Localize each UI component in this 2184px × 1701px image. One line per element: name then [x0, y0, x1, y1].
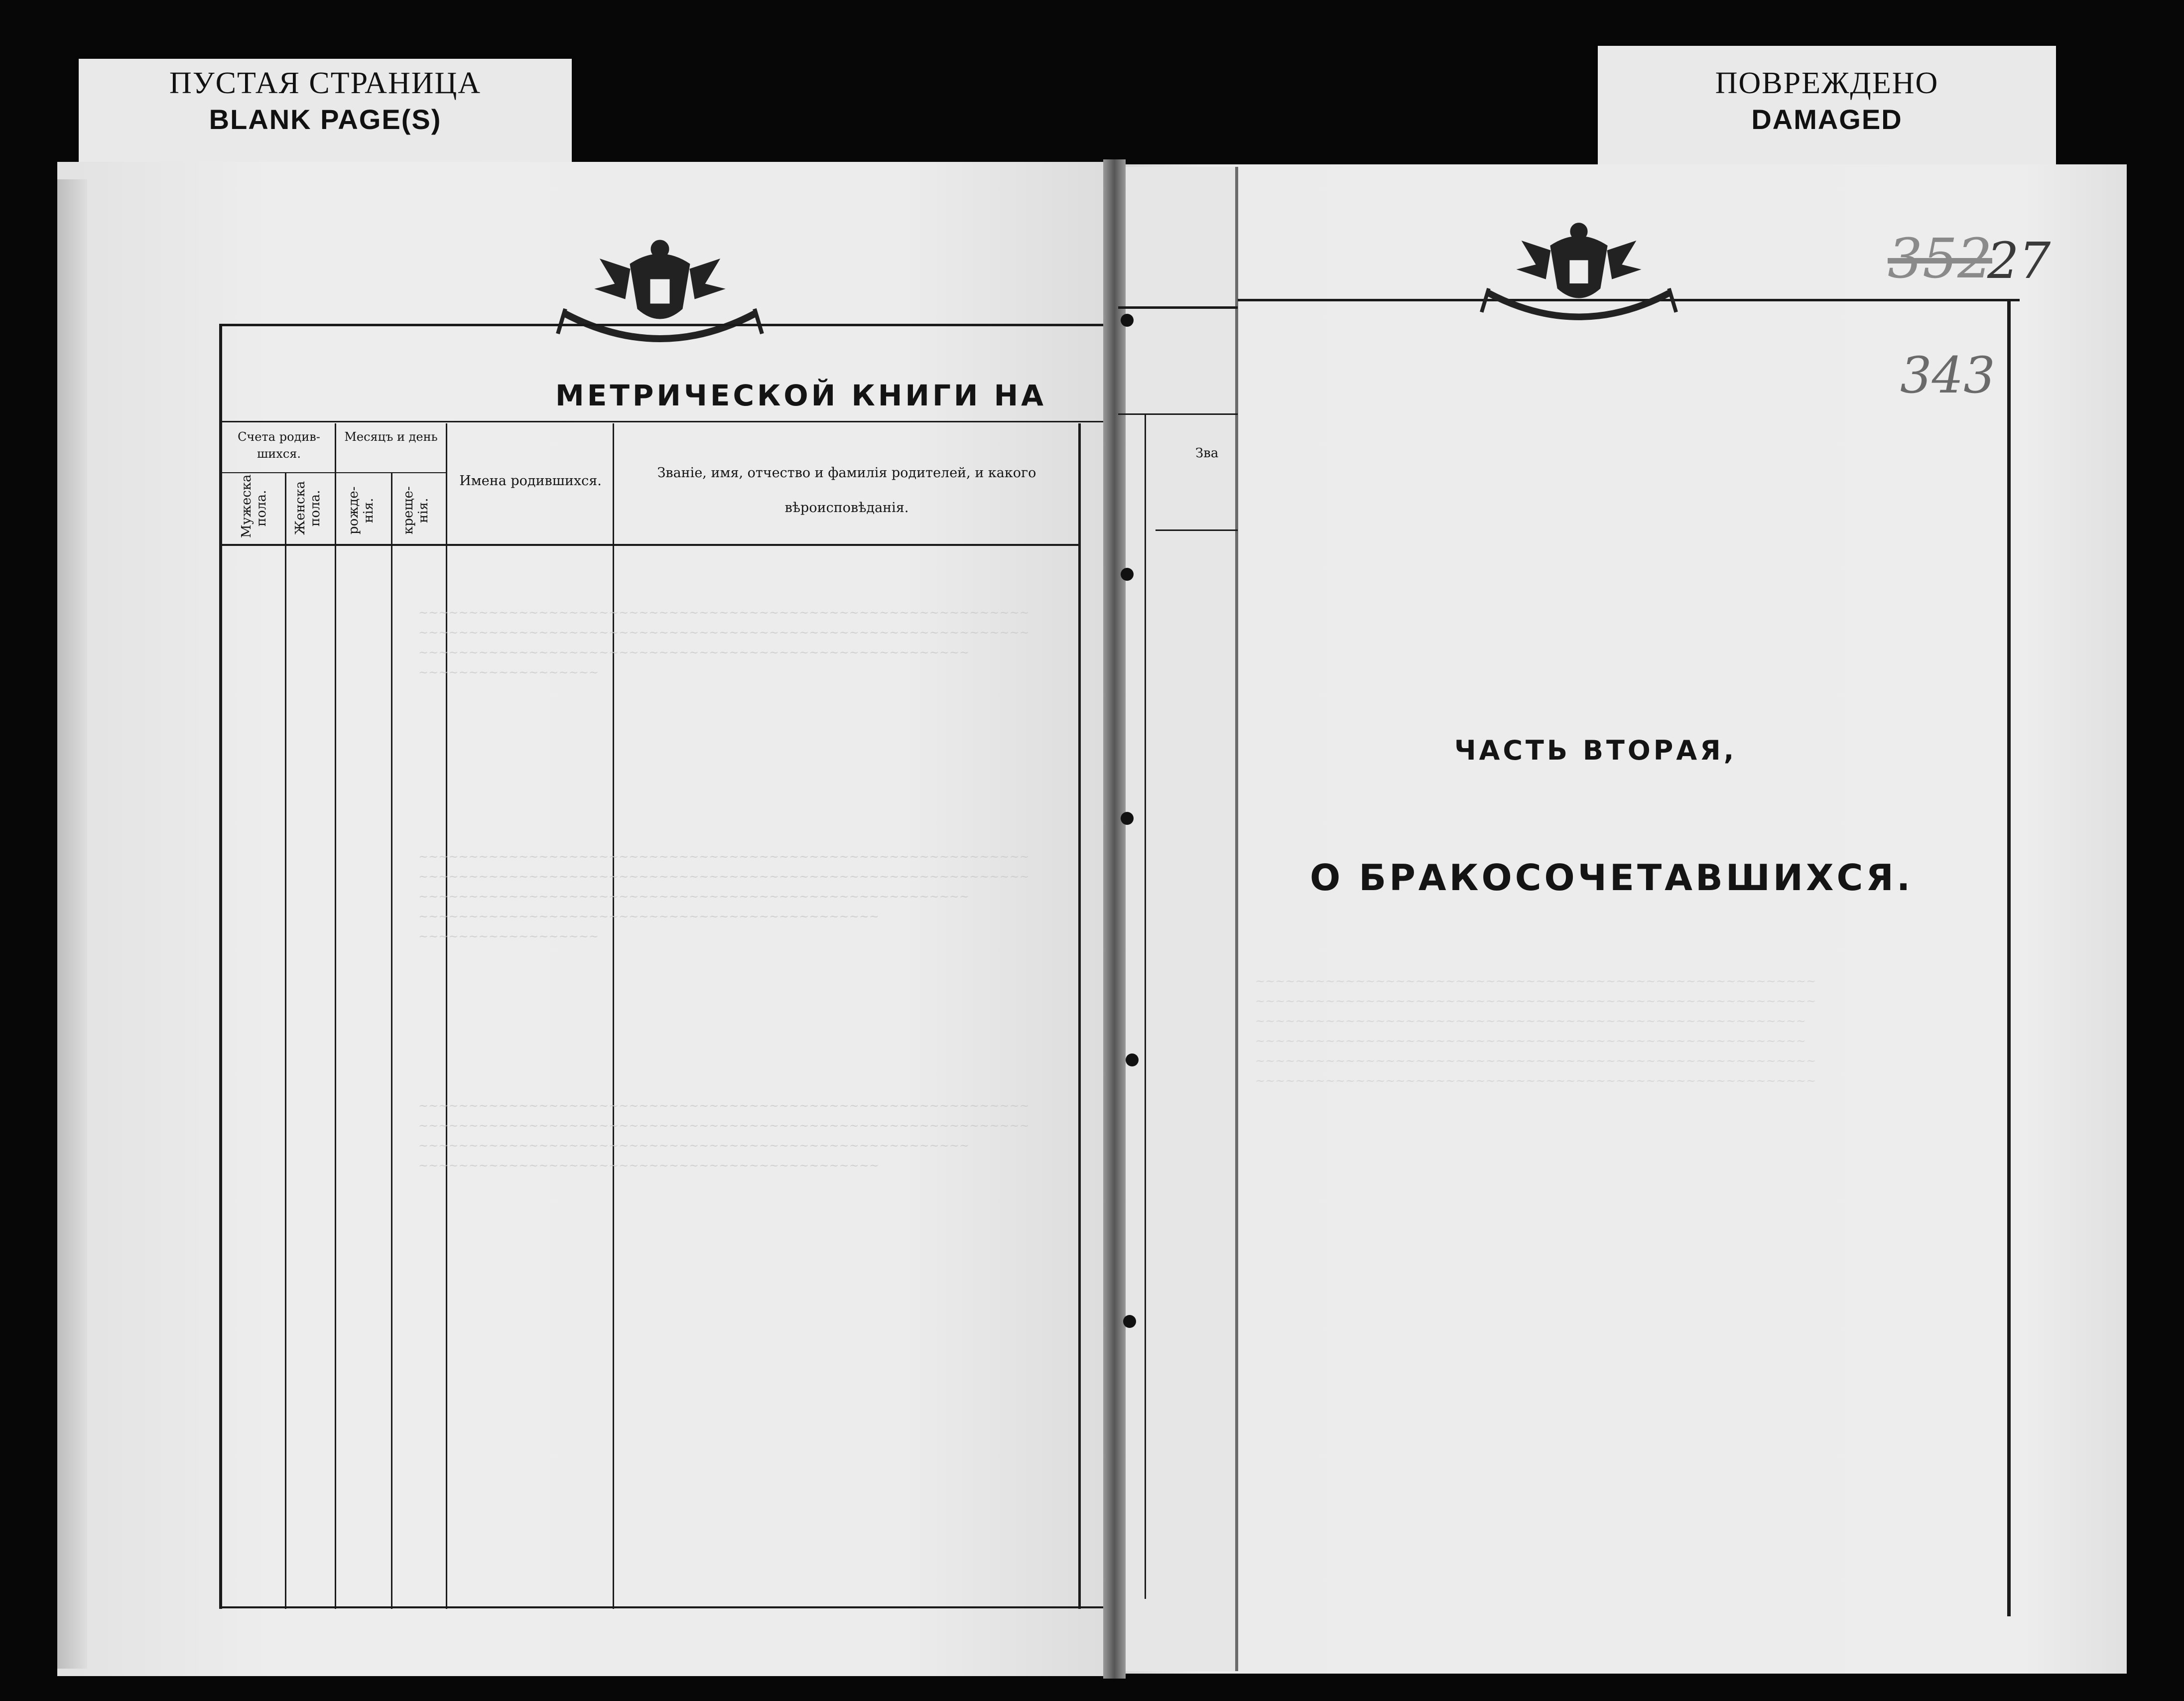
damaged-label: [1598, 46, 2056, 170]
col-rule-5: [613, 423, 614, 1609]
right-strip-top-rule: [1118, 306, 1238, 309]
right-frame-right-rule: [2007, 299, 2011, 1616]
folio-main: 27: [1987, 232, 2051, 290]
bleed-through-right: ~~~~~~~~~~~~~~~~~~~~~~~~~~~~~~~~~~~~~~~~~~~~~~~~~~~~~~~~ ~~~~~~~~~~~~~~~~~~~~~~~~~~~~~~~~~~~~~~~~~~~~~~~~~~~~~~~~ ~~~~~~~~~~~~~~~~~~~~~~~~~~~~~~~~~~~~~~~~~~~~~~~~~~~~~~~ ~~~~~~~~~~~~~~~~~~~~~~~~~~~~~~~~~~~~~~~~~~~~~~~~~~~~~~~ ~~~~~~~~~~~~~~~~~~~~~~~~~~~~~~~~~~~~~~~~~~~~~~~~~~~~~~~~ ~~~~~~~~~~~~~~~~~~~~~~~~~~~~~~~~~~~~~~~~~~~~~~~~~~~~~~~~: [1255, 974, 1816, 1088]
col-parents: Званіе, имя, отчество и фамилія родителей, и какого вѣроисповѣданія.: [657, 465, 1036, 516]
bleed-through-text-2: ~~~~~~~~~~~~~~~~~~~~~~~~~~~~~~~~~~~~~~~~~~~~~~~~~~~~~~~~~~~~~ ~~~~~~~~~~~~~~~~~~~~~~~~~~~~~~~~~~~~~~~~~~~~~~~~~~~~~~~~~~~~~ ~~~~~~~~~~~~~~~~~~~~~~~~~~~~~~~~~~~~~~~~~~~~~~~~~~~~~~~ ~~~~~~~~~~~~~~~~~~~~~~~~~~~~~~~~~~~~~~~~~~~~~~ ~~~~~~~~~~~~~~~~~~: [418, 850, 1029, 943]
page-stack-edge: [57, 179, 87, 1669]
coat-of-arms-right: [1479, 214, 1678, 344]
coat-of-arms-eagle-icon: [1479, 214, 1678, 344]
col-count-male: Мужеска пола.: [239, 474, 269, 538]
col-birth: рожде-нія.: [346, 486, 376, 535]
blank-page-label: [79, 59, 572, 178]
coat-of-arms-eagle-icon: [555, 234, 765, 364]
coat-of-arms-left: [555, 234, 765, 364]
col-count-group: Счета родив-шихся.: [238, 430, 320, 461]
col-rule-1: [285, 473, 286, 1609]
col-count-female: Женска пола.: [293, 481, 323, 535]
col-rule-6: [1078, 423, 1081, 1609]
left-header-rule: [222, 421, 1113, 422]
col-rule-2: [335, 423, 336, 1609]
left-header-bottom-rule: [222, 544, 1079, 546]
left-table-top-rule: [219, 324, 1113, 326]
binding-hole: [1121, 568, 1134, 581]
folio-second: 343: [1900, 346, 1995, 404]
left-page-title: МЕТРИЧЕСКОЙ КНИГИ НА: [555, 379, 1047, 412]
col-month-group: Месяцъ и день: [344, 430, 438, 444]
subheader-rule-a: [222, 472, 335, 473]
folio-crossed: 352: [1888, 227, 1992, 290]
torn-strip: [1126, 167, 1238, 1671]
col-rule-4: [446, 423, 447, 1609]
binding-hole: [1123, 1315, 1136, 1328]
part-title: ЧАСТЬ ВТОРАЯ,: [1454, 735, 1737, 766]
bleed-through-text-3: ~~~~~~~~~~~~~~~~~~~~~~~~~~~~~~~~~~~~~~~~~~~~~~~~~~~~~~~~~~~~~ ~~~~~~~~~~~~~~~~~~~~~~~~~~~~~~~~~~~~~~~~~~~~~~~~~~~~~~~~~~~~~ ~~~~~~~~~~~~~~~~~~~~~~~~~~~~~~~~~~~~~~~~~~~~~~~~~~~~~~~ ~~~~~~~~~~~~~~~~~~~~~~~~~~~~~~~~~~~~~~~~~~~~~~: [418, 1099, 1029, 1173]
binding-hole: [1126, 1053, 1139, 1066]
blank-label-ru: ПУСТАЯ СТРАНИЦА: [169, 66, 482, 100]
right-strip-col-rule: [1145, 413, 1146, 1599]
col-rule-3: [391, 473, 392, 1609]
damaged-label-en: DAMAGED: [1751, 104, 1903, 135]
col-baptism: креще-нія.: [401, 486, 431, 535]
part-subtitle: О БРАКОСОЧЕТАВШИХСЯ.: [1310, 857, 1914, 899]
left-table-left-rule: [219, 324, 222, 1609]
right-strip-header: Зва: [1195, 446, 1219, 461]
damaged-label-ru: ПОВРЕЖДЕНО: [1715, 66, 1939, 100]
binding-hole: [1121, 314, 1134, 327]
col-names: Имена родившихся.: [459, 473, 602, 489]
bleed-through-text: ~~~~~~~~~~~~~~~~~~~~~~~~~~~~~~~~~~~~~~~~~~~~~~~~~~~~~~~~~~~~~ ~~~~~~~~~~~~~~~~~~~~~~~~~~~~~~~~~~~~~~~~~~~~~~~~~~~~~~~~~~~~~ ~~~~~~~~~~~~~~~~~~~~~~~~~~~~~~~~~~~~~~~~~~~~~~~~~~~~~~~ ~~~~~~~~~~~~~~~~~~: [418, 606, 1029, 679]
subheader-rule-b: [335, 472, 446, 473]
right-strip-header-rule: [1118, 413, 1238, 415]
binding-hole: [1121, 812, 1134, 825]
left-table-bottom-rule: [219, 1606, 1113, 1608]
right-strip-bottom-rule: [1156, 529, 1238, 531]
blank-label-en: BLANK PAGE(S): [209, 104, 442, 135]
book-gutter: [1103, 159, 1126, 1679]
tear-edge: [1235, 167, 1238, 1671]
